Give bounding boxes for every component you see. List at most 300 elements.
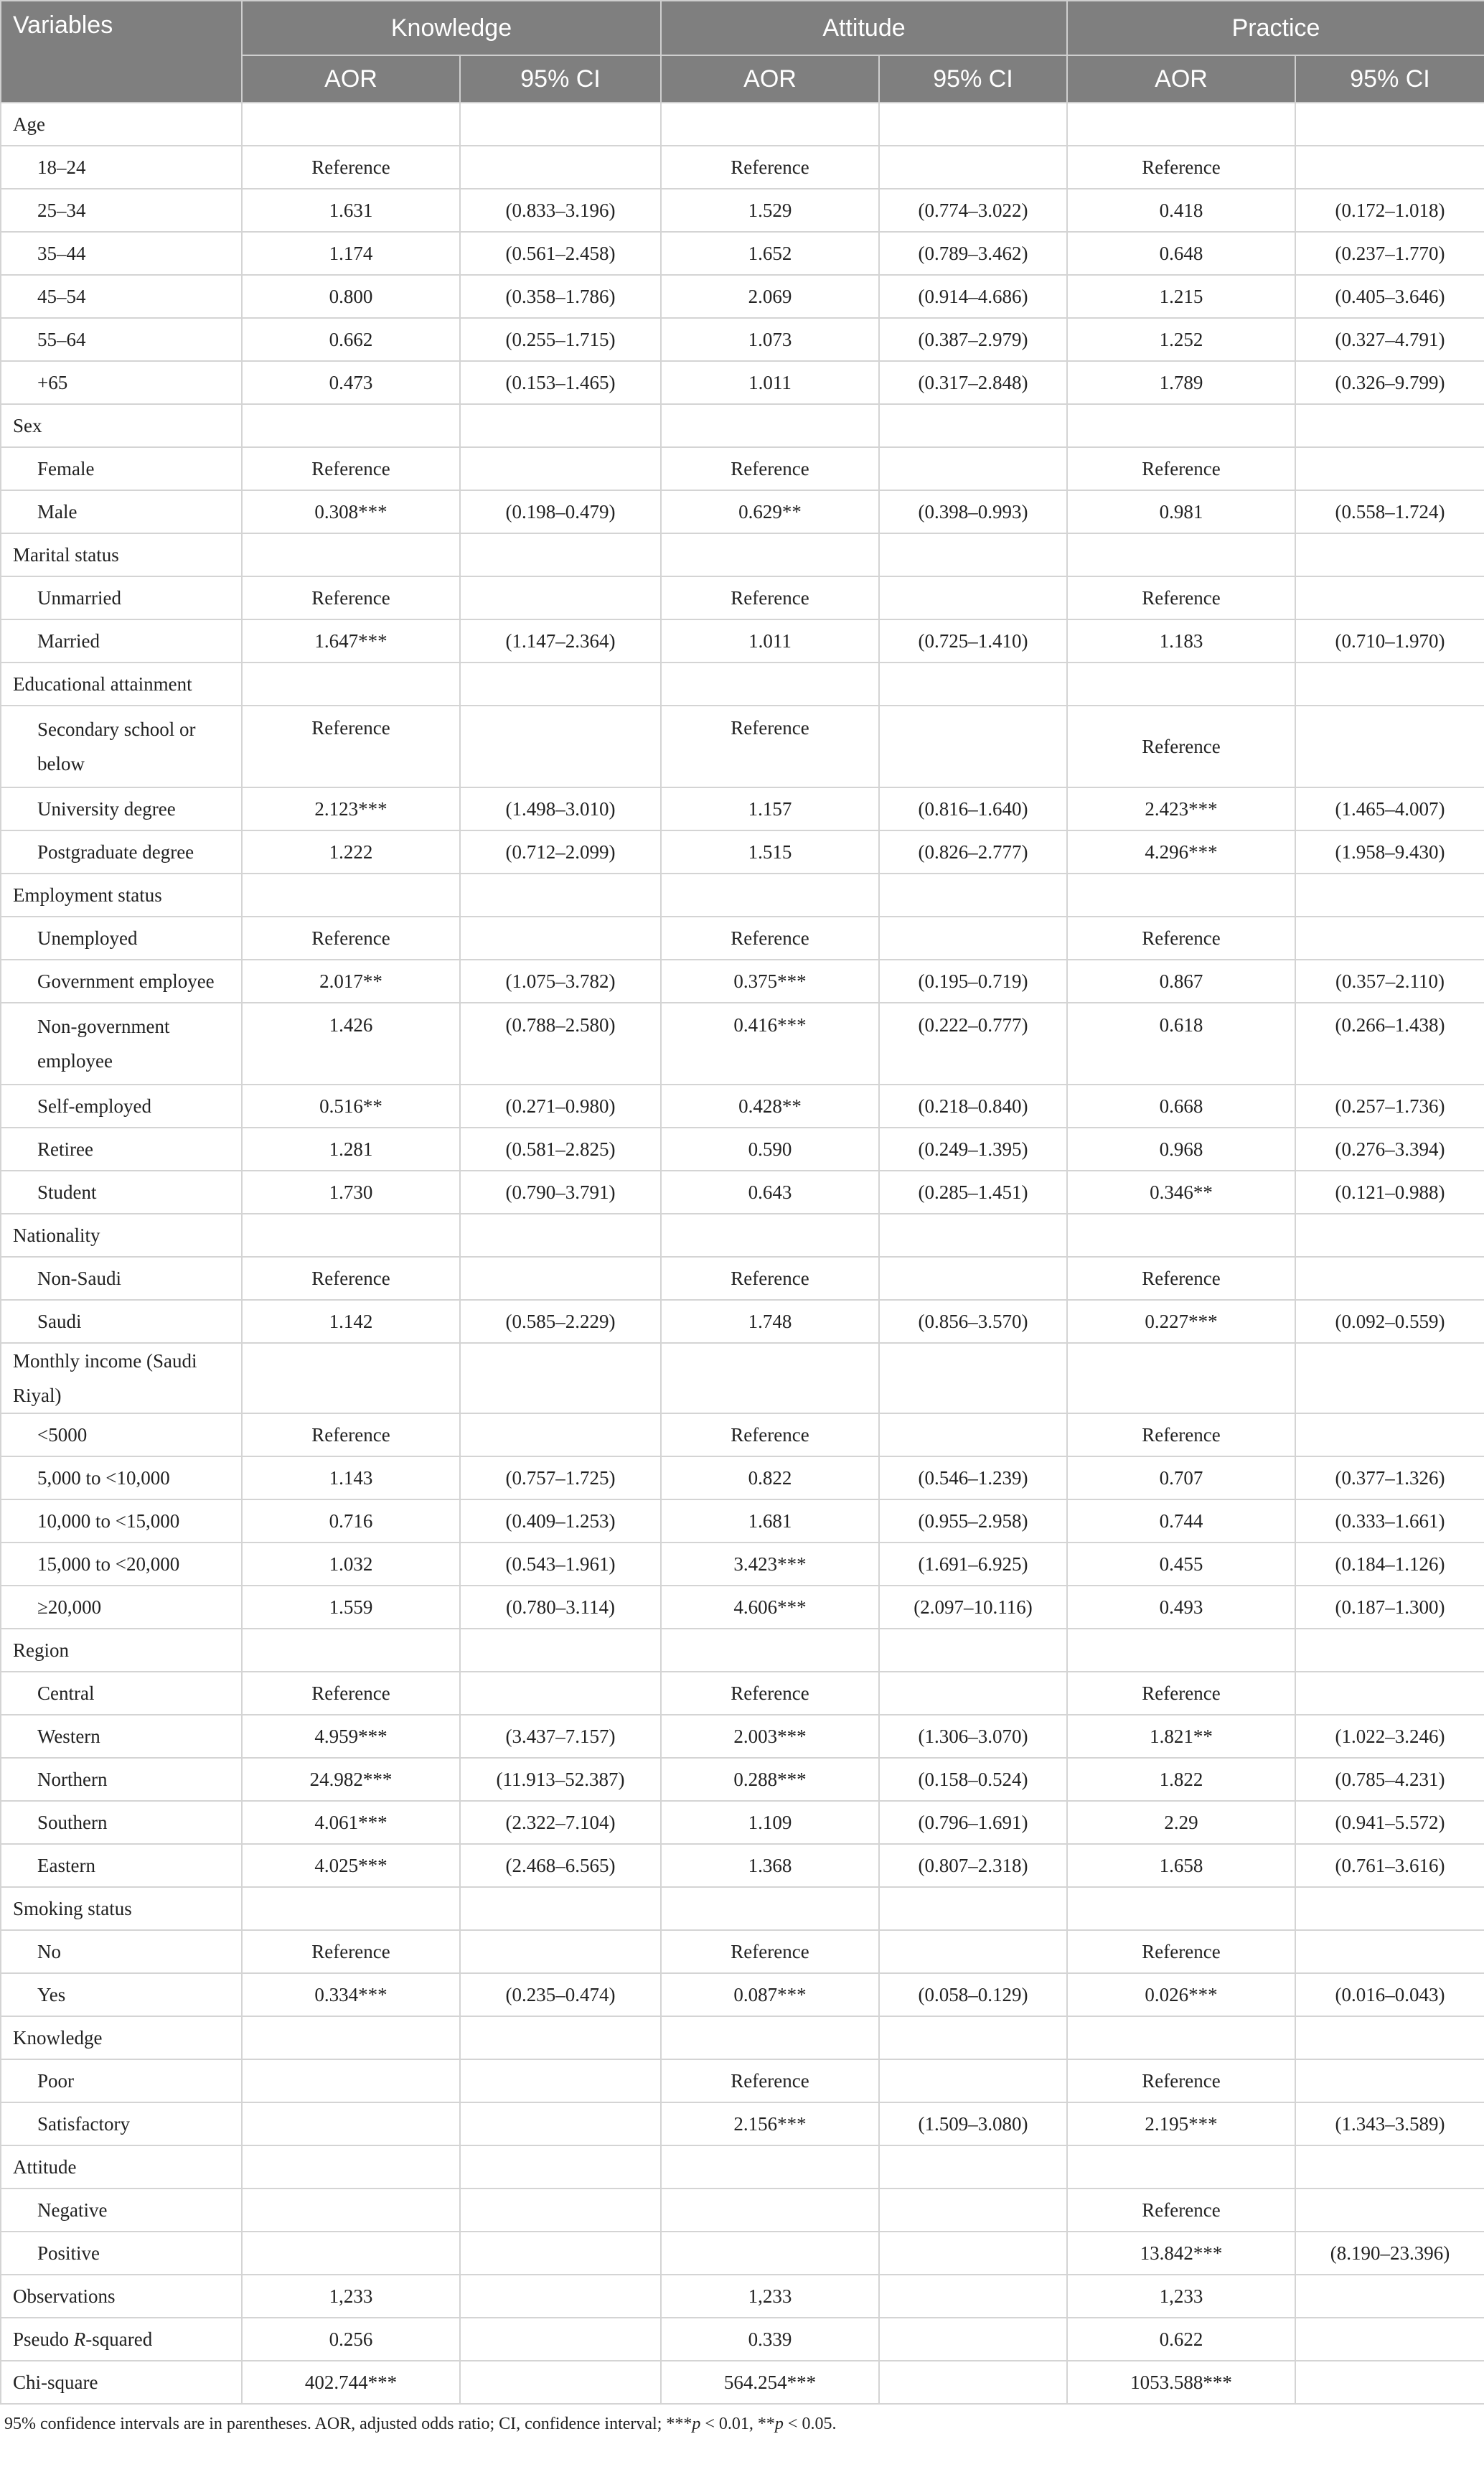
cell-attitude-aor	[661, 2016, 879, 2059]
cell-knowledge-aor: 1.174	[242, 232, 460, 275]
table-header	[1, 1, 1484, 103]
cell-practice-ci	[1295, 1257, 1484, 1300]
cell-knowledge-ci: (0.833–3.196)	[460, 189, 661, 232]
cell-knowledge-ci: (0.235–0.474)	[460, 1973, 661, 2016]
cell-practice-aor: 1053.588***	[1067, 2361, 1295, 2404]
row-label: <5000	[1, 1413, 242, 1456]
cell-attitude-ci: (0.856–3.570)	[879, 1300, 1067, 1343]
label-part: -squared	[85, 2328, 153, 2350]
cell-knowledge-ci	[460, 2016, 661, 2059]
row-label: 55–64	[1, 318, 242, 361]
cell-knowledge-ci	[460, 2145, 661, 2189]
cell-practice-aor: 0.668	[1067, 1085, 1295, 1128]
label-part: Pseudo	[13, 2328, 74, 2350]
row-label: Unemployed	[1, 917, 242, 960]
cell-knowledge-aor: 1.559	[242, 1586, 460, 1629]
cell-knowledge-aor: Reference	[242, 917, 460, 960]
cell-practice-aor	[1067, 1343, 1295, 1413]
cell-practice-aor: 1.215	[1067, 275, 1295, 318]
cell-knowledge-ci	[460, 146, 661, 189]
table-row	[1, 1456, 1484, 1499]
cell-knowledge-ci: (3.437–7.157)	[460, 1715, 661, 1758]
cell-attitude-ci: (1.509–3.080)	[879, 2102, 1067, 2145]
cell-knowledge-ci	[460, 1413, 661, 1456]
row-label: 5,000 to <10,000	[1, 1456, 242, 1499]
cell-practice-ci: (0.333–1.661)	[1295, 1499, 1484, 1543]
cell-knowledge-ci: (0.409–1.253)	[460, 1499, 661, 1543]
cell-attitude-ci: (0.774–3.022)	[879, 189, 1067, 232]
row-label: Employment status	[1, 874, 242, 917]
cell-attitude-aor	[661, 103, 879, 146]
cell-knowledge-ci: (0.757–1.725)	[460, 1456, 661, 1499]
row-label: Region	[1, 1629, 242, 1672]
cell-practice-aor: 2.29	[1067, 1801, 1295, 1844]
cell-knowledge-aor: Reference	[242, 1413, 460, 1456]
cell-practice-aor: 1,233	[1067, 2275, 1295, 2318]
cell-attitude-ci: (0.249–1.395)	[879, 1128, 1067, 1171]
cell-attitude-aor: 1.652	[661, 232, 879, 275]
cell-practice-aor	[1067, 2016, 1295, 2059]
cell-attitude-aor: Reference	[661, 2059, 879, 2102]
cell-attitude-ci	[879, 663, 1067, 706]
cell-attitude-aor: 0.629**	[661, 490, 879, 533]
cell-attitude-ci: (0.826–2.777)	[879, 830, 1067, 874]
cell-practice-aor	[1067, 533, 1295, 576]
table-row	[1, 1300, 1484, 1343]
cell-practice-aor	[1067, 663, 1295, 706]
cell-knowledge-aor: 1.426	[242, 1003, 460, 1085]
cell-attitude-ci	[879, 2361, 1067, 2404]
cell-knowledge-aor: 1.631	[242, 189, 460, 232]
cell-practice-ci: (0.121–0.988)	[1295, 1171, 1484, 1214]
cell-knowledge-ci	[460, 874, 661, 917]
cell-practice-ci	[1295, 146, 1484, 189]
cell-practice-ci	[1295, 1214, 1484, 1257]
cell-practice-ci	[1295, 663, 1484, 706]
cell-knowledge-aor	[242, 1214, 460, 1257]
table-row	[1, 917, 1484, 960]
cell-practice-ci: (1.958–9.430)	[1295, 830, 1484, 874]
row-label: Monthly income (Saudi Riyal)	[1, 1343, 242, 1413]
row-label: Secondary school or below	[1, 706, 242, 787]
cell-knowledge-ci: (0.358–1.786)	[460, 275, 661, 318]
cell-practice-ci	[1295, 2361, 1484, 2404]
cell-practice-aor: 4.296***	[1067, 830, 1295, 874]
cell-attitude-aor	[661, 2189, 879, 2232]
cell-attitude-ci	[879, 2059, 1067, 2102]
cell-knowledge-aor	[242, 1343, 460, 1413]
cell-attitude-ci: (0.955–2.958)	[879, 1499, 1067, 1543]
category-row	[1, 404, 1484, 447]
table-row	[1, 2275, 1484, 2318]
cell-practice-ci: (0.326–9.799)	[1295, 361, 1484, 404]
cell-attitude-ci: (0.058–0.129)	[879, 1973, 1067, 2016]
cell-practice-ci: (0.266–1.438)	[1295, 1003, 1484, 1085]
table-row	[1, 2232, 1484, 2275]
cell-practice-ci: (0.357–2.110)	[1295, 960, 1484, 1003]
cell-knowledge-aor	[242, 874, 460, 917]
cell-practice-ci: (0.276–3.394)	[1295, 1128, 1484, 1171]
cell-knowledge-aor: 1.647***	[242, 619, 460, 663]
cell-attitude-aor: Reference	[661, 1257, 879, 1300]
category-row	[1, 874, 1484, 917]
cell-knowledge-ci	[460, 2275, 661, 2318]
table-row	[1, 2102, 1484, 2145]
footnote-text: < 0.05.	[783, 2415, 837, 2433]
cell-knowledge-ci	[460, 1629, 661, 1672]
cell-practice-ci: (0.377–1.326)	[1295, 1456, 1484, 1499]
cell-knowledge-ci: (0.561–2.458)	[460, 232, 661, 275]
cell-attitude-aor: 0.416***	[661, 1003, 879, 1085]
cell-knowledge-aor: 1.032	[242, 1543, 460, 1586]
row-label: Negative	[1, 2189, 242, 2232]
cell-attitude-ci	[879, 1887, 1067, 1930]
cell-knowledge-aor: 0.516**	[242, 1085, 460, 1128]
cell-knowledge-aor	[242, 103, 460, 146]
table-row	[1, 361, 1484, 404]
cell-knowledge-aor: 24.982***	[242, 1758, 460, 1801]
cell-attitude-ci: (0.317–2.848)	[879, 361, 1067, 404]
header-knowledge: Knowledge	[242, 1, 661, 55]
footnote-text: 95% confidence intervals are in parentheses. AOR, adjusted odds ratio; CI, confidence interval; ***	[4, 2415, 692, 2433]
cell-practice-aor: 0.648	[1067, 232, 1295, 275]
cell-attitude-aor	[661, 1343, 879, 1413]
cell-practice-aor: Reference	[1067, 2189, 1295, 2232]
cell-practice-aor: Reference	[1067, 706, 1295, 787]
row-label: 15,000 to <20,000	[1, 1543, 242, 1586]
cell-practice-ci: (0.184–1.126)	[1295, 1543, 1484, 1586]
cell-practice-ci	[1295, 1629, 1484, 1672]
cell-practice-ci	[1295, 1343, 1484, 1413]
cell-attitude-aor: 564.254***	[661, 2361, 879, 2404]
cell-practice-ci: (0.761–3.616)	[1295, 1844, 1484, 1887]
cell-knowledge-aor	[242, 2189, 460, 2232]
cell-practice-ci	[1295, 1887, 1484, 1930]
cell-knowledge-aor: 0.334***	[242, 1973, 460, 2016]
cell-knowledge-ci: (11.913–52.387)	[460, 1758, 661, 1801]
table-row	[1, 1003, 1484, 1085]
category-row	[1, 1629, 1484, 1672]
cell-attitude-aor: Reference	[661, 1672, 879, 1715]
cell-attitude-ci	[879, 1930, 1067, 1973]
cell-attitude-ci: (0.914–4.686)	[879, 275, 1067, 318]
cell-knowledge-aor: 2.017**	[242, 960, 460, 1003]
table-row	[1, 447, 1484, 490]
category-row	[1, 1887, 1484, 1930]
cell-knowledge-ci: (1.147–2.364)	[460, 619, 661, 663]
label-italic: R	[73, 2328, 86, 2350]
cell-practice-aor: Reference	[1067, 1930, 1295, 1973]
cell-attitude-ci: (0.807–2.318)	[879, 1844, 1067, 1887]
cell-attitude-aor: Reference	[661, 706, 879, 787]
cell-knowledge-aor	[242, 404, 460, 447]
cell-practice-aor	[1067, 874, 1295, 917]
row-label: Saudi	[1, 1300, 242, 1343]
cell-attitude-ci	[879, 1257, 1067, 1300]
footnote-italic: p	[774, 2415, 784, 2433]
cell-knowledge-ci	[460, 663, 661, 706]
cell-knowledge-ci	[460, 533, 661, 576]
cell-practice-aor: 0.622	[1067, 2318, 1295, 2361]
cell-practice-aor: Reference	[1067, 1672, 1295, 1715]
cell-knowledge-ci	[460, 2361, 661, 2404]
cell-practice-ci	[1295, 1413, 1484, 1456]
row-label: Government employee	[1, 960, 242, 1003]
row-label: Student	[1, 1171, 242, 1214]
cell-practice-aor: 2.423***	[1067, 787, 1295, 830]
cell-attitude-ci	[879, 2275, 1067, 2318]
table-row	[1, 318, 1484, 361]
cell-attitude-aor: 2.003***	[661, 1715, 879, 1758]
row-label: Female	[1, 447, 242, 490]
cell-attitude-aor: 0.822	[661, 1456, 879, 1499]
row-label: Positive	[1, 2232, 242, 2275]
table-row	[1, 146, 1484, 189]
row-label: Retiree	[1, 1128, 242, 1171]
header-attitude-aor: AOR	[661, 55, 879, 103]
cell-knowledge-aor	[242, 2145, 460, 2189]
cell-practice-ci: (0.237–1.770)	[1295, 232, 1484, 275]
cell-knowledge-ci: (0.271–0.980)	[460, 1085, 661, 1128]
cell-practice-ci	[1295, 874, 1484, 917]
row-label: Poor	[1, 2059, 242, 2102]
row-label: 35–44	[1, 232, 242, 275]
row-label: Marital status	[1, 533, 242, 576]
cell-practice-ci	[1295, 404, 1484, 447]
table-row	[1, 787, 1484, 830]
cell-knowledge-ci: (2.468–6.565)	[460, 1844, 661, 1887]
cell-attitude-aor: 1.073	[661, 318, 879, 361]
cell-practice-ci: (1.022–3.246)	[1295, 1715, 1484, 1758]
cell-attitude-ci: (1.306–3.070)	[879, 1715, 1067, 1758]
row-label: Postgraduate degree	[1, 830, 242, 874]
cell-attitude-ci	[879, 917, 1067, 960]
cell-practice-ci	[1295, 2016, 1484, 2059]
table-row	[1, 232, 1484, 275]
table-row	[1, 1715, 1484, 1758]
cell-attitude-aor: 2.156***	[661, 2102, 879, 2145]
cell-attitude-ci	[879, 2016, 1067, 2059]
row-label	[1, 2318, 242, 2361]
cell-practice-aor: Reference	[1067, 917, 1295, 960]
cell-practice-ci	[1295, 1930, 1484, 1973]
cell-attitude-ci: (0.285–1.451)	[879, 1171, 1067, 1214]
header-practice: Practice	[1067, 1, 1484, 55]
cell-knowledge-ci	[460, 2189, 661, 2232]
cell-knowledge-aor	[242, 533, 460, 576]
row-label: Yes	[1, 1973, 242, 2016]
cell-knowledge-aor: 0.308***	[242, 490, 460, 533]
cell-practice-ci: (1.343–3.589)	[1295, 2102, 1484, 2145]
header-knowledge-aor: AOR	[242, 55, 460, 103]
cell-practice-aor: 1.822	[1067, 1758, 1295, 1801]
cell-practice-ci	[1295, 1672, 1484, 1715]
table-row	[1, 1672, 1484, 1715]
cell-knowledge-aor: 1.222	[242, 830, 460, 874]
cell-knowledge-aor	[242, 2102, 460, 2145]
cell-practice-aor: Reference	[1067, 1413, 1295, 1456]
cell-practice-aor: 13.842***	[1067, 2232, 1295, 2275]
cell-knowledge-aor: 0.473	[242, 361, 460, 404]
cell-practice-ci: (1.465–4.007)	[1295, 787, 1484, 830]
cell-knowledge-ci: (0.790–3.791)	[460, 1171, 661, 1214]
cell-attitude-ci: (0.725–1.410)	[879, 619, 1067, 663]
cell-knowledge-aor: Reference	[242, 447, 460, 490]
cell-knowledge-ci: (0.581–2.825)	[460, 1128, 661, 1171]
cell-attitude-aor: 0.288***	[661, 1758, 879, 1801]
cell-practice-aor	[1067, 1629, 1295, 1672]
table-row	[1, 1128, 1484, 1171]
cell-attitude-ci: (2.097–10.116)	[879, 1586, 1067, 1629]
cell-attitude-ci: (0.218–0.840)	[879, 1085, 1067, 1128]
cell-knowledge-ci	[460, 576, 661, 619]
table-row	[1, 2059, 1484, 2102]
table-row	[1, 706, 1484, 787]
row-label: Nationality	[1, 1214, 242, 1257]
cell-practice-ci: (0.187–1.300)	[1295, 1586, 1484, 1629]
cell-attitude-aor: 1.515	[661, 830, 879, 874]
cell-practice-ci: (0.257–1.736)	[1295, 1085, 1484, 1128]
cell-practice-aor: 2.195***	[1067, 2102, 1295, 2145]
cell-attitude-ci	[879, 404, 1067, 447]
cell-practice-ci: (0.941–5.572)	[1295, 1801, 1484, 1844]
row-label: University degree	[1, 787, 242, 830]
cell-knowledge-aor: Reference	[242, 146, 460, 189]
table-footnote	[0, 2405, 1484, 2434]
table-body	[1, 103, 1484, 2404]
cell-knowledge-aor: 0.256	[242, 2318, 460, 2361]
cell-attitude-aor: 1.157	[661, 787, 879, 830]
row-label: Observations	[1, 2275, 242, 2318]
cell-knowledge-aor: 2.123***	[242, 787, 460, 830]
cell-attitude-ci	[879, 1629, 1067, 1672]
cell-practice-aor: 0.867	[1067, 960, 1295, 1003]
cell-attitude-ci: (0.158–0.524)	[879, 1758, 1067, 1801]
cell-knowledge-ci	[460, 2318, 661, 2361]
cell-attitude-ci	[879, 1214, 1067, 1257]
row-label: Sex	[1, 404, 242, 447]
cell-attitude-aor: Reference	[661, 146, 879, 189]
row-label: Chi-square	[1, 2361, 242, 2404]
cell-knowledge-aor	[242, 2059, 460, 2102]
cell-attitude-aor: 1.368	[661, 1844, 879, 1887]
cell-knowledge-aor: 1.142	[242, 1300, 460, 1343]
cell-practice-aor: Reference	[1067, 2059, 1295, 2102]
row-label: Self-employed	[1, 1085, 242, 1128]
cell-practice-aor	[1067, 103, 1295, 146]
cell-knowledge-ci	[460, 1672, 661, 1715]
cell-attitude-aor: 1.681	[661, 1499, 879, 1543]
cell-attitude-aor: 0.590	[661, 1128, 879, 1171]
cell-attitude-ci	[879, 447, 1067, 490]
row-label: Age	[1, 103, 242, 146]
cell-knowledge-ci	[460, 1214, 661, 1257]
table-row	[1, 830, 1484, 874]
cell-attitude-aor	[661, 2145, 879, 2189]
cell-attitude-aor: 4.606***	[661, 1586, 879, 1629]
cell-practice-ci	[1295, 533, 1484, 576]
category-row	[1, 1214, 1484, 1257]
cell-practice-aor: 1.821**	[1067, 1715, 1295, 1758]
cell-attitude-aor	[661, 1214, 879, 1257]
cell-knowledge-ci	[460, 103, 661, 146]
cell-attitude-ci	[879, 2232, 1067, 2275]
cell-knowledge-ci: (1.498–3.010)	[460, 787, 661, 830]
cell-knowledge-ci: (2.322–7.104)	[460, 1801, 661, 1844]
cell-practice-ci: (0.016–0.043)	[1295, 1973, 1484, 2016]
cell-practice-aor: 1.658	[1067, 1844, 1295, 1887]
cell-attitude-aor: 0.428**	[661, 1085, 879, 1128]
cell-knowledge-ci	[460, 404, 661, 447]
cell-practice-aor: 1.789	[1067, 361, 1295, 404]
cell-knowledge-aor: 0.800	[242, 275, 460, 318]
cell-attitude-aor: 1.748	[661, 1300, 879, 1343]
table-row	[1, 619, 1484, 663]
cell-knowledge-aor: 0.662	[242, 318, 460, 361]
cell-attitude-aor: Reference	[661, 1413, 879, 1456]
cell-practice-aor	[1067, 404, 1295, 447]
cell-practice-aor: 1.183	[1067, 619, 1295, 663]
cell-attitude-aor: 0.087***	[661, 1973, 879, 2016]
row-label: Smoking status	[1, 1887, 242, 1930]
table-row	[1, 1844, 1484, 1887]
cell-knowledge-ci	[460, 2232, 661, 2275]
cell-attitude-ci: (0.789–3.462)	[879, 232, 1067, 275]
cell-practice-ci	[1295, 706, 1484, 787]
cell-practice-ci: (0.558–1.724)	[1295, 490, 1484, 533]
cell-attitude-ci: (1.691–6.925)	[879, 1543, 1067, 1586]
table-row	[1, 1171, 1484, 1214]
cell-attitude-ci	[879, 1672, 1067, 1715]
cell-knowledge-aor	[242, 2232, 460, 2275]
row-label: Southern	[1, 1801, 242, 1844]
cell-practice-aor: Reference	[1067, 576, 1295, 619]
cell-practice-aor: 1.252	[1067, 318, 1295, 361]
cell-practice-ci	[1295, 447, 1484, 490]
cell-attitude-aor	[661, 2232, 879, 2275]
header-attitude: Attitude	[661, 1, 1067, 55]
cell-attitude-aor: 2.069	[661, 275, 879, 318]
cell-attitude-aor: 0.339	[661, 2318, 879, 2361]
cell-practice-ci: (0.172–1.018)	[1295, 189, 1484, 232]
cell-practice-aor: 0.455	[1067, 1543, 1295, 1586]
cell-knowledge-aor: 402.744***	[242, 2361, 460, 2404]
cell-knowledge-aor: 1.281	[242, 1128, 460, 1171]
row-label: 45–54	[1, 275, 242, 318]
row-label: Eastern	[1, 1844, 242, 1887]
cell-knowledge-ci	[460, 1887, 661, 1930]
cell-practice-ci: (0.405–3.646)	[1295, 275, 1484, 318]
table-row	[1, 1758, 1484, 1801]
cell-attitude-ci	[879, 706, 1067, 787]
cell-attitude-ci: (0.195–0.719)	[879, 960, 1067, 1003]
cell-attitude-aor: 1.529	[661, 189, 879, 232]
table-row	[1, 1543, 1484, 1586]
row-label: Non-government employee	[1, 1003, 242, 1085]
cell-attitude-ci	[879, 103, 1067, 146]
cell-knowledge-aor: Reference	[242, 1930, 460, 1973]
cell-attitude-ci	[879, 146, 1067, 189]
row-label: 10,000 to <15,000	[1, 1499, 242, 1543]
cell-attitude-aor	[661, 1629, 879, 1672]
cell-practice-aor: Reference	[1067, 447, 1295, 490]
cell-practice-aor: 0.227***	[1067, 1300, 1295, 1343]
table-row	[1, 1499, 1484, 1543]
cell-knowledge-aor: Reference	[242, 576, 460, 619]
cell-attitude-aor: Reference	[661, 1930, 879, 1973]
category-row	[1, 2016, 1484, 2059]
header-practice-ci: 95% CI	[1295, 55, 1484, 103]
